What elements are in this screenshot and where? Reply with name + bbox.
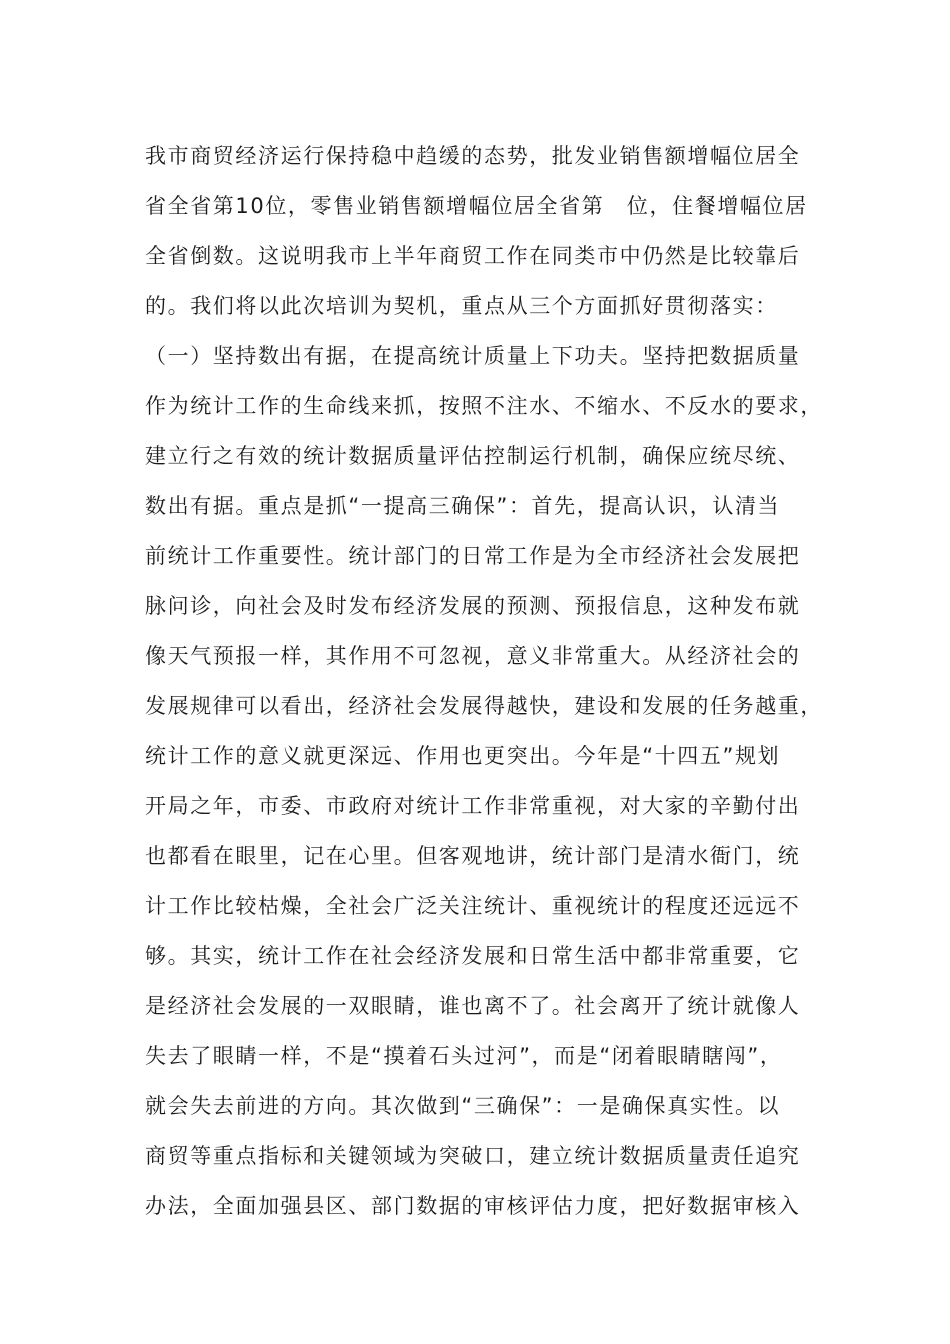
text-line: 就会失去前进的方向。其次做到“三确保”：一是确保真实性。以 [145, 1094, 781, 1118]
text-line: 商贸等重点指标和关键领域为突破口，建立统计数据质量责任追究 [145, 1144, 801, 1168]
text-line: 也都看在眼里，记在心里。但客观地讲，统计部门是清水衙门，统 [145, 844, 801, 868]
text-line: 像天气预报一样，其作用不可忽视，意义非常重大。从经济社会的 [145, 644, 801, 668]
text-line: 够。其实，统计工作在社会经济发展和日常生活中都非常重要，它 [145, 944, 801, 968]
body-text [145, 131, 845, 1231]
text-line: 省全省第10位，零售业销售额增幅位居全省第 位，住餐增幅位居 [145, 194, 808, 218]
text-line: 前统计工作重要性。统计部门的日常工作是为全市经济社会发展把 [145, 544, 801, 568]
text-line: 全省倒数。这说明我市上半年商贸工作在同类市中仍然是比较靠后 [145, 244, 801, 268]
text-line: 开局之年，市委、市政府对统计工作非常重视，对大家的辛勤付出 [145, 794, 801, 818]
text-line: 作为统计工作的生命线来抓，按照不注水、不缩水、不反水的要求， [145, 394, 823, 418]
text-line: 的。我们将以此次培训为契机，重点从三个方面抓好贯彻落实： [145, 294, 778, 318]
text-line: 办法，全面加强县区、部门数据的审核评估力度，把好数据审核入 [145, 1194, 801, 1218]
text-line: 计工作比较枯燥，全社会广泛关注统计、重视统计的程度还远远不 [145, 894, 801, 918]
section-heading-line: （一）坚持数出有据，在提高统计质量上下功夫。坚持把数据质量 [145, 344, 801, 368]
text-line: 发展规律可以看出，经济社会发展得越快，建设和发展的任务越重， [145, 694, 823, 718]
text-line: 我市商贸经济运行保持稳中趋缓的态势，批发业销售额增幅位居全 [145, 144, 801, 168]
text-line: 建立行之有效的统计数据质量评估控制运行机制，确保应统尽统、 [145, 444, 801, 468]
text-line: 是经济社会发展的一双眼睛，谁也离不了。社会离开了统计就像人 [145, 994, 801, 1018]
text-line: 数出有据。重点是抓“一提高三确保”：首先，提高认识，认清当 [145, 494, 781, 518]
text-line: 失去了眼睛一样，不是“摸着石头过河”，而是“闭着眼睛瞎闯”， [145, 1044, 783, 1068]
text-line: 统计工作的意义就更深远、作用也更突出。今年是“十四五”规划 [145, 744, 781, 768]
text-line: 脉问诊，向社会及时发布经济发展的预测、预报信息，这种发布就 [145, 594, 801, 618]
